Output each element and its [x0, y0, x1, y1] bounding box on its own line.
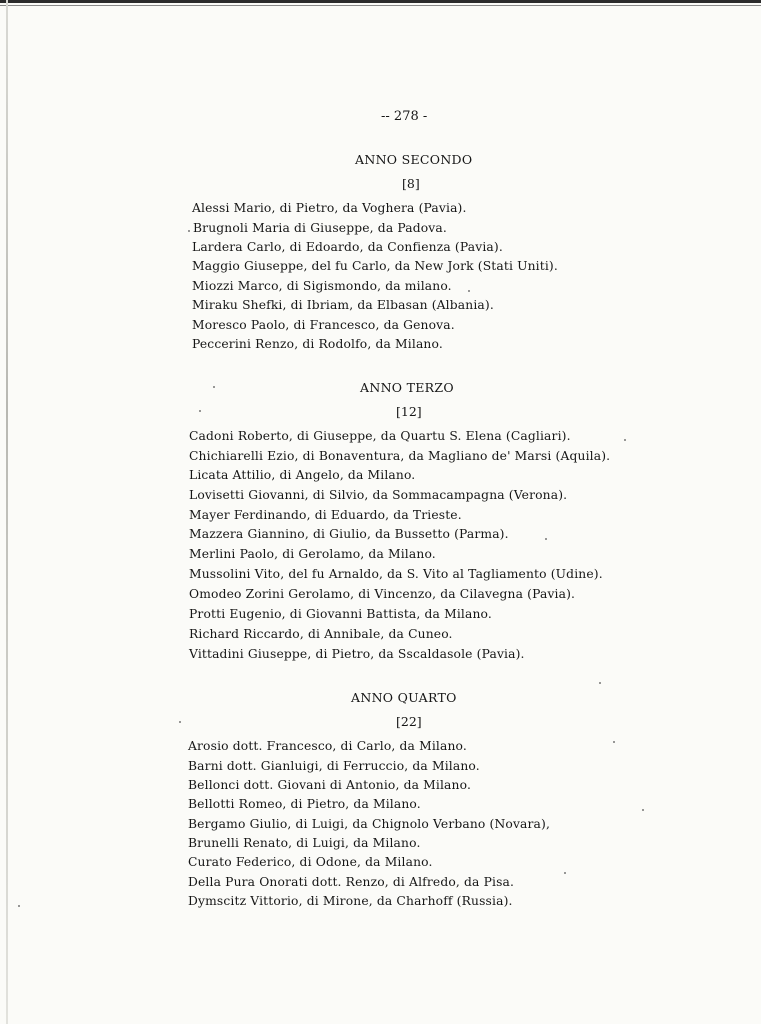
list-item: Curato Federico, di Odone, da Milano.	[188, 855, 433, 869]
list-item: Lovisetti Giovanni, di Silvio, da Sommacampagna (Verona).	[189, 488, 568, 502]
section-count-anno-quarto: [22]	[396, 714, 422, 729]
scan-speck	[18, 905, 20, 907]
list-item: Dymscitz Vittorio, di Mirone, da Charhoff (Russia).	[188, 894, 513, 908]
list-item: Bellotti Romeo, di Pietro, da Milano.	[188, 797, 421, 811]
scan-speck	[642, 809, 644, 811]
list-item: Brugnoli Maria di Giuseppe, da Padova.	[193, 221, 447, 235]
list-item: Miraku Shefki, di Ibriam, da Elbasan (Albania).	[192, 298, 494, 312]
scan-speck	[599, 682, 601, 684]
scan-speck	[199, 410, 201, 412]
section-title-anno-quarto: ANNO QUARTO	[351, 690, 457, 705]
list-item: Miozzi Marco, di Sigismondo, da milano.	[192, 279, 452, 293]
list-item: Mayer Ferdinando, di Eduardo, da Trieste.	[189, 508, 462, 522]
list-item: Mazzera Giannino, di Giulio, da Bussetto (Parma).	[189, 527, 509, 541]
section-title-anno-terzo: ANNO TERZO	[360, 380, 454, 395]
list-item: Licata Attilio, di Angelo, da Milano.	[189, 468, 416, 482]
scan-speck	[624, 439, 626, 441]
list-item: Barni dott. Gianluigi, di Ferruccio, da Milano.	[188, 759, 480, 773]
list-item: Bergamo Giulio, di Luigi, da Chignolo Verbano (Novara),	[188, 817, 551, 831]
top-rule	[0, 0, 761, 3]
list-item: Richard Riccardo, di Annibale, da Cuneo.	[189, 627, 453, 641]
list-item: Maggio Giuseppe, del fu Carlo, da New Jork (Stati Uniti).	[192, 259, 558, 273]
list-item: Cadoni Roberto, di Giuseppe, da Quartu S. Elena (Cagliari).	[189, 429, 571, 443]
scan-speck	[188, 230, 190, 232]
list-item: Della Pura Onorati dott. Renzo, di Alfredo, da Pisa.	[188, 875, 515, 889]
list-item: Arosio dott. Francesco, di Carlo, da Milano.	[188, 739, 467, 753]
list-item: Omodeo Zorini Gerolamo, di Vincenzo, da Cilavegna (Pavia).	[189, 587, 576, 601]
section-title-anno-secondo: ANNO SECONDO	[355, 152, 473, 167]
list-item: Peccerini Renzo, di Rodolfo, da Milano.	[192, 337, 443, 351]
scan-speck	[564, 872, 566, 874]
page-left-edge	[6, 0, 8, 1024]
scan-speck	[179, 721, 181, 723]
list-item: Lardera Carlo, di Edoardo, da Confienza (Pavia).	[192, 240, 503, 254]
list-item: Bellonci dott. Giovani di Antonio, da Milano.	[188, 778, 472, 792]
list-item: Mussolini Vito, del fu Arnaldo, da S. Vito al Tagliamento (Udine).	[189, 567, 603, 581]
list-item: Brunelli Renato, di Luigi, da Milano.	[188, 836, 421, 850]
list-item: Chichiarelli Ezio, di Bonaventura, da Magliano de' Marsi (Aquila).	[189, 449, 611, 463]
section-count-anno-terzo: [12]	[396, 404, 422, 419]
page-number: -- 278 -	[381, 109, 428, 124]
top-rule-thin	[0, 5, 761, 6]
section-count-anno-secondo: [8]	[402, 176, 420, 191]
list-item: Vittadini Giuseppe, di Pietro, da Sscaldasole (Pavia).	[189, 647, 525, 661]
scan-speck	[468, 290, 470, 292]
scan-speck	[213, 386, 215, 388]
list-item: Moresco Paolo, di Francesco, da Genova.	[192, 318, 455, 332]
list-item: Protti Eugenio, di Giovanni Battista, da Milano.	[189, 607, 492, 621]
list-item: Merlini Paolo, di Gerolamo, da Milano.	[189, 547, 436, 561]
list-item: Alessi Mario, di Pietro, da Voghera (Pavia).	[192, 201, 467, 215]
scan-speck	[613, 741, 615, 743]
scan-speck	[545, 538, 547, 540]
